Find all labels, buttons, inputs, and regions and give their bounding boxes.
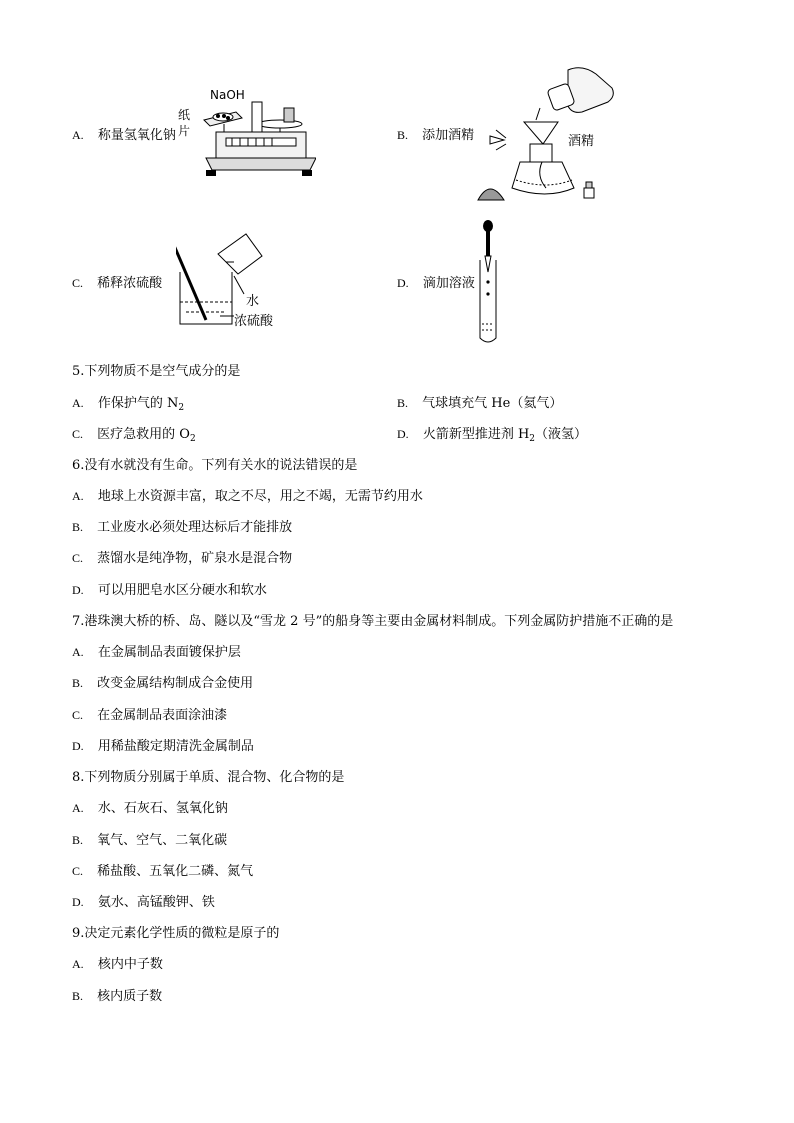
q7-option-b bbox=[72, 672, 253, 691]
option-letter: A. bbox=[72, 801, 84, 815]
q6-option-a bbox=[72, 485, 423, 504]
option-letter: C. bbox=[72, 427, 84, 441]
option-text: 医疗急救用的 $O_2$ bbox=[97, 427, 196, 444]
option-text: 核内质子数 bbox=[97, 989, 163, 1004]
option-letter: A. bbox=[72, 128, 84, 142]
q5-option-c bbox=[72, 423, 196, 442]
dilution-figure bbox=[176, 232, 286, 332]
option-letter: D. bbox=[72, 739, 84, 753]
q8-option-c bbox=[72, 860, 253, 879]
option-letter: D. bbox=[397, 427, 409, 441]
q4-option-d bbox=[397, 272, 475, 291]
q4-option-b bbox=[397, 124, 474, 143]
option-letter: A. bbox=[72, 396, 84, 410]
balance-figure bbox=[176, 88, 316, 180]
option-letter: C. bbox=[72, 276, 84, 290]
beaker-icon bbox=[176, 232, 286, 332]
alcohol-lamp-figure bbox=[476, 64, 626, 206]
q5-option-b bbox=[397, 392, 562, 411]
q8-option-a bbox=[72, 797, 228, 816]
option-text: 可以用肥皂水区分硬水和软水 bbox=[97, 583, 267, 598]
alcohol-label: 酒精 bbox=[568, 134, 595, 149]
option-letter: B. bbox=[72, 520, 84, 534]
option-text: 作保护气的 $N_2$ bbox=[97, 396, 185, 413]
dropper-icon bbox=[476, 220, 500, 346]
q8-option-d bbox=[72, 891, 215, 910]
q5-option-a bbox=[72, 392, 184, 411]
q5-option-d bbox=[397, 423, 587, 442]
paper-label-1: 纸 bbox=[178, 108, 191, 122]
option-text: 工业废水必须处理达标后才能排放 bbox=[97, 520, 293, 535]
q6-option-d bbox=[72, 579, 267, 598]
option-text: 称量氢氧化钠 bbox=[97, 128, 176, 143]
option-letter: A. bbox=[72, 489, 84, 503]
option-text: 滴加溶液 bbox=[422, 276, 475, 291]
option-text: 用稀盐酸定期清洗金属制品 bbox=[97, 739, 254, 754]
option-letter: B. bbox=[72, 676, 84, 690]
question-5-stem: 5.下列物质不是空气成分的是 bbox=[72, 364, 241, 379]
option-letter: C. bbox=[72, 708, 84, 722]
option-text: 气球填充气 He（氦气） bbox=[422, 396, 563, 411]
option-text: 稀释浓硫酸 bbox=[97, 276, 163, 291]
option-text: 在金属制品表面镀保护层 bbox=[97, 645, 241, 660]
option-letter: C. bbox=[72, 551, 84, 565]
option-letter: B. bbox=[397, 396, 409, 410]
q4-option-a bbox=[72, 124, 176, 143]
option-text: 稀盐酸、五氧化二磷、氮气 bbox=[97, 864, 254, 879]
option-letter: D. bbox=[72, 895, 84, 909]
option-letter: A. bbox=[72, 645, 84, 659]
option-letter: A. bbox=[72, 957, 84, 971]
q4-option-c bbox=[72, 272, 162, 291]
option-text: 核内中子数 bbox=[97, 957, 163, 972]
q9-option-a bbox=[72, 953, 163, 972]
dropper-figure bbox=[476, 220, 500, 346]
naoh-label: NaOH bbox=[210, 88, 245, 102]
option-letter: D. bbox=[72, 583, 84, 597]
q8-option-b bbox=[72, 829, 227, 848]
question-7-stem: 7.港珠澳大桥的桥、岛、隧以及“雪龙 2 号”的船身等主要由金属材料制成。下列金属防护措施不正确的是 bbox=[72, 614, 674, 629]
acid-label: 浓硫酸 bbox=[234, 314, 274, 329]
option-text: 蒸馏水是纯净物，矿泉水是混合物 bbox=[97, 551, 293, 566]
balance-icon bbox=[176, 88, 316, 180]
option-letter: C. bbox=[72, 864, 84, 878]
question-9-stem: 9.决定元素化学性质的微粒是原子的 bbox=[72, 926, 280, 941]
q7-option-d bbox=[72, 735, 254, 754]
q6-option-b bbox=[72, 516, 292, 535]
q6-option-c bbox=[72, 547, 292, 566]
option-text: 地球上水资源丰富，取之不尽，用之不竭，无需节约用水 bbox=[97, 489, 423, 504]
q7-option-a bbox=[72, 641, 241, 660]
option-text: 添加酒精 bbox=[422, 128, 475, 143]
option-text: 火箭新型推进剂 $H_2$（液氢） bbox=[422, 427, 588, 444]
option-text: 氨水、高锰酸钾、铁 bbox=[97, 895, 215, 910]
water-label: 水 bbox=[246, 294, 260, 309]
option-letter: B. bbox=[72, 989, 84, 1003]
paper-label-2: 片 bbox=[178, 124, 191, 138]
alcohol-lamp-icon bbox=[476, 64, 626, 206]
option-letter: B. bbox=[72, 833, 84, 847]
question-6-stem: 6.没有水就没有生命。下列有关水的说法错误的是 bbox=[72, 458, 358, 473]
option-text: 在金属制品表面涂油漆 bbox=[97, 708, 228, 723]
option-letter: B. bbox=[397, 128, 409, 142]
option-text: 改变金属结构制成合金使用 bbox=[97, 676, 254, 691]
option-text: 氧气、空气、二氧化碳 bbox=[97, 833, 228, 848]
q9-option-b bbox=[72, 985, 162, 1004]
q7-option-c bbox=[72, 704, 227, 723]
question-8-stem: 8.下列物质分别属于单质、混合物、化合物的是 bbox=[72, 770, 345, 785]
option-letter: D. bbox=[397, 276, 409, 290]
option-text: 水、石灰石、氢氧化钠 bbox=[97, 801, 228, 816]
